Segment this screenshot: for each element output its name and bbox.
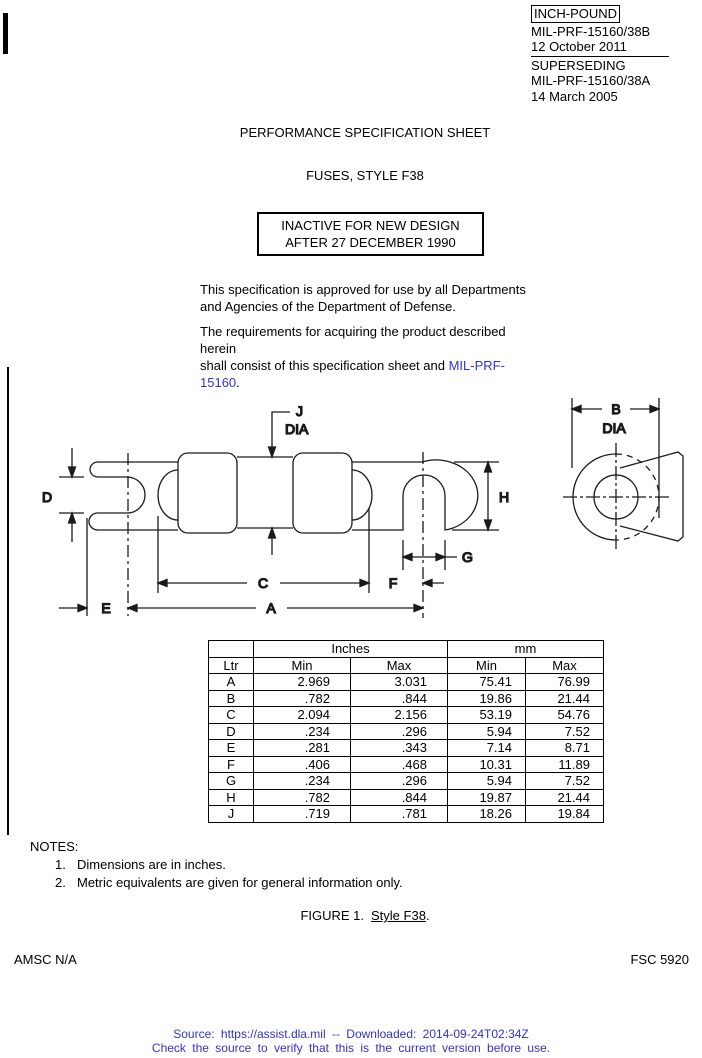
cell-in-min: .782 bbox=[254, 690, 351, 707]
note-item bbox=[55, 856, 403, 874]
page-title: PERFORMANCE SPECIFICATION SHEET bbox=[239, 125, 491, 140]
dim-f-arrow bbox=[423, 580, 432, 587]
cell-in-max: .468 bbox=[351, 756, 448, 773]
cell-mm-min: 18.26 bbox=[448, 806, 526, 823]
cell-mm-min: 5.94 bbox=[448, 773, 526, 790]
cell-in-max: .296 bbox=[351, 723, 448, 740]
cell-in-min: 2.094 bbox=[254, 707, 351, 724]
download-footer bbox=[0, 1028, 702, 1055]
mm-min-header: Min bbox=[448, 657, 526, 674]
acquisition-line2: shall consist of this specification sheet and bbox=[200, 358, 449, 373]
table-header-row bbox=[209, 657, 604, 674]
figure-caption-period: . bbox=[425, 908, 430, 923]
right-hook-terminal bbox=[352, 460, 478, 530]
cell-mm-max: 21.44 bbox=[526, 690, 604, 707]
cell-mm-max: 19.84 bbox=[526, 806, 604, 823]
dim-label-b-dia: DIA bbox=[602, 420, 626, 436]
dim-a-arrow-left bbox=[128, 605, 137, 612]
note-item bbox=[55, 874, 403, 892]
table-row bbox=[209, 740, 604, 757]
dim-b-arrow-left bbox=[572, 406, 581, 413]
table-row bbox=[209, 690, 604, 707]
cell-in-max: 3.031 bbox=[351, 674, 448, 691]
cell-in-min: .281 bbox=[254, 740, 351, 757]
approval-line1: This specification is approved for use by all Departments bbox=[200, 282, 526, 297]
dim-label-g: G bbox=[462, 549, 473, 565]
right-ferrule bbox=[293, 453, 352, 533]
dim-j-arrow-up bbox=[269, 528, 276, 538]
cell-in-min: .719 bbox=[254, 806, 351, 823]
cell-blank bbox=[209, 641, 254, 658]
dim-label-h: H bbox=[499, 489, 510, 505]
cell-in-max: 2.156 bbox=[351, 707, 448, 724]
cell-mm-max: 54.76 bbox=[526, 707, 604, 724]
table-row bbox=[209, 674, 604, 691]
table-row bbox=[209, 723, 604, 740]
page-subtitle: FUSES, STYLE F38 bbox=[306, 168, 424, 183]
dim-j-arrow-down bbox=[269, 447, 276, 457]
doc-number: MIL-PRF-15160/38B bbox=[531, 23, 651, 39]
table-group-header-row bbox=[209, 641, 604, 658]
table-row bbox=[209, 806, 604, 823]
fuse-tube bbox=[237, 457, 293, 528]
cell-in-max: .781 bbox=[351, 806, 448, 823]
acquisition-line1: The requirements for acquiring the product described herein bbox=[200, 324, 506, 356]
cell-ltr: F bbox=[209, 756, 254, 773]
dim-e-arrow bbox=[78, 605, 87, 612]
cell-mm-max: 11.89 bbox=[526, 756, 604, 773]
dim-e-a-lines bbox=[59, 518, 414, 616]
dim-label-j: J bbox=[296, 403, 303, 419]
dim-label-b: B bbox=[611, 401, 621, 417]
table-row bbox=[209, 773, 604, 790]
cell-mm-min: 5.94 bbox=[448, 723, 526, 740]
notes-section bbox=[30, 838, 403, 892]
cell-mm-min: 10.31 bbox=[448, 756, 526, 773]
figure-caption bbox=[28, 908, 702, 923]
dim-label-e: E bbox=[101, 600, 111, 616]
amsc-label: AMSC N/A bbox=[14, 952, 77, 967]
ltr-header: Ltr bbox=[209, 657, 254, 674]
dim-c-arrow-left bbox=[158, 580, 167, 587]
note-text: Metric equivalents are given for general information only. bbox=[77, 875, 403, 890]
table-row bbox=[209, 789, 604, 806]
notes-heading: NOTES: bbox=[30, 839, 79, 854]
cell-mm-max: 8.71 bbox=[526, 740, 604, 757]
approval-line2: and Agencies of the Department of Defense. bbox=[200, 299, 456, 314]
fsc-label: FSC 5920 bbox=[630, 952, 689, 967]
inactive-line1: INACTIVE FOR NEW DESIGN bbox=[281, 218, 460, 233]
inactive-line2: AFTER 27 DECEMBER 1990 bbox=[285, 235, 456, 250]
cell-in-min: .234 bbox=[254, 723, 351, 740]
approval-paragraph bbox=[200, 281, 530, 315]
cell-ltr: E bbox=[209, 740, 254, 757]
dim-b-arrow-right bbox=[650, 406, 659, 413]
dim-label-d: D bbox=[42, 489, 53, 505]
dim-label-j-dia: DIA bbox=[285, 421, 309, 437]
cell-mm-min: 19.86 bbox=[448, 690, 526, 707]
footer-source-line: Source: https://assist.dla.mil -- Downloaded: 2014-09-24T02:34Z bbox=[173, 1027, 529, 1041]
cell-mm-min: 53.19 bbox=[448, 707, 526, 724]
inches-min-header: Min bbox=[254, 657, 351, 674]
designation-block bbox=[531, 5, 669, 104]
old-doc-date: 14 March 2005 bbox=[531, 88, 618, 104]
cell-mm-max: 7.52 bbox=[526, 773, 604, 790]
superseding-label: SUPERSEDING bbox=[531, 57, 626, 73]
left-ferrule bbox=[178, 453, 237, 533]
cell-ltr: H bbox=[209, 789, 254, 806]
dim-a-arrow-right bbox=[414, 605, 423, 612]
cell-in-max: .844 bbox=[351, 690, 448, 707]
dim-d-arrow-bottom bbox=[69, 513, 76, 523]
cell-ltr: D bbox=[209, 723, 254, 740]
mm-max-header: Max bbox=[526, 657, 604, 674]
figure-1-drawing bbox=[0, 390, 702, 635]
cell-in-min: 2.969 bbox=[254, 674, 351, 691]
cell-mm-max: 7.52 bbox=[526, 723, 604, 740]
acquisition-paragraph bbox=[200, 323, 530, 391]
inches-max-header: Max bbox=[351, 657, 448, 674]
dim-label-f: F bbox=[388, 575, 398, 591]
dim-d-lines bbox=[59, 448, 84, 542]
note-text: Dimensions are in inches. bbox=[77, 857, 226, 872]
cell-in-max: .343 bbox=[351, 740, 448, 757]
cell-ltr: B bbox=[209, 690, 254, 707]
element-cap-left bbox=[158, 470, 178, 520]
dim-label-a: A bbox=[266, 600, 276, 616]
note-number: 1. bbox=[55, 857, 66, 872]
fuse-side-view bbox=[563, 398, 683, 551]
dim-h-arrow-top bbox=[485, 462, 492, 472]
cell-in-min: .234 bbox=[254, 773, 351, 790]
cell-in-max: .296 bbox=[351, 773, 448, 790]
dim-g-arrow-left bbox=[403, 554, 412, 561]
dim-c-f-lines bbox=[158, 508, 444, 593]
cell-mm-min: 75.41 bbox=[448, 674, 526, 691]
cell-in-min: .782 bbox=[254, 789, 351, 806]
mm-group-header: mm bbox=[448, 641, 604, 658]
inch-pound-label: INCH-POUND bbox=[531, 5, 620, 23]
inactive-design-box bbox=[257, 212, 484, 256]
dim-g-arrow-right bbox=[436, 554, 445, 561]
figure-caption-title: Style F38 bbox=[371, 908, 426, 923]
footer-check-line: Check the source to verify that this is the current version before use. bbox=[151, 1040, 551, 1055]
fuse-front-view bbox=[42, 403, 509, 618]
change-bar-top bbox=[3, 13, 8, 54]
dimension-table bbox=[208, 640, 604, 823]
dim-d-arrow-top bbox=[69, 467, 76, 477]
dim-c-arrow-right bbox=[360, 580, 369, 587]
dim-h-arrow-bottom bbox=[485, 520, 492, 530]
cell-mm-max: 76.99 bbox=[526, 674, 604, 691]
cell-in-max: .844 bbox=[351, 789, 448, 806]
cell-mm-min: 19.87 bbox=[448, 789, 526, 806]
cell-ltr: G bbox=[209, 773, 254, 790]
dim-label-c: C bbox=[257, 575, 269, 591]
cell-ltr: C bbox=[209, 707, 254, 724]
cell-mm-max: 21.44 bbox=[526, 789, 604, 806]
table-row bbox=[209, 756, 604, 773]
cell-mm-min: 7.14 bbox=[448, 740, 526, 757]
left-fork-terminal bbox=[89, 462, 178, 530]
mil-prf-15160-link[interactable]: MIL-PRF-15160 bbox=[200, 358, 505, 390]
doc-date: 12 October 2011 bbox=[531, 39, 669, 57]
inches-group-header: Inches bbox=[254, 641, 448, 658]
note-number: 2. bbox=[55, 875, 66, 890]
old-doc-number: MIL-PRF-15160/38A bbox=[531, 73, 651, 88]
cell-ltr: J bbox=[209, 806, 254, 823]
acquisition-period: . bbox=[236, 375, 240, 390]
cell-ltr: A bbox=[209, 674, 254, 691]
table-row bbox=[209, 707, 604, 724]
cell-in-min: .406 bbox=[254, 756, 351, 773]
figure-caption-prefix: FIGURE 1. bbox=[300, 908, 365, 923]
